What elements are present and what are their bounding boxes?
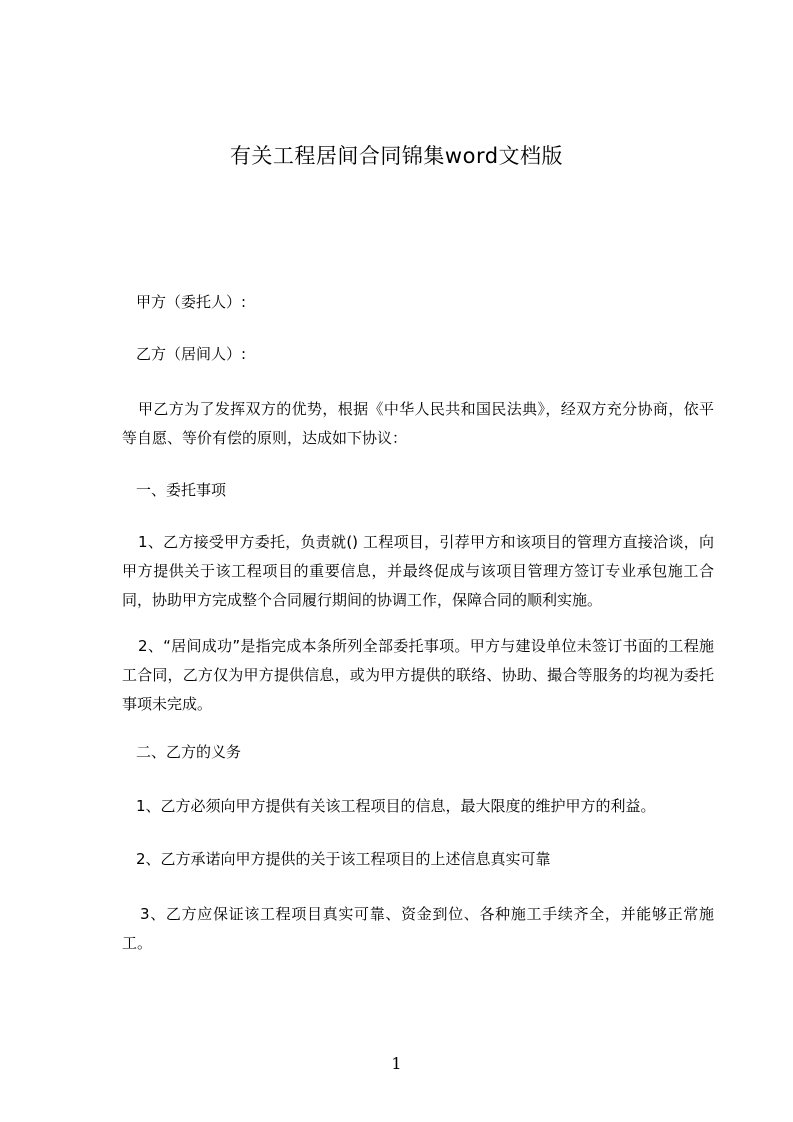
section-2-item-3: 3、乙方应保证该工程项目真实可靠、资金到位、各种施工手续齐全，并能够正常施工。: [122, 905, 714, 952]
document-title: 有关工程居间合同锦集word文档版: [229, 144, 564, 168]
party-a-line: 甲方（委托人）:: [136, 293, 247, 311]
section-1-heading: 一、委托事项: [136, 481, 227, 499]
section-2-heading: 二、乙方的义务: [136, 743, 242, 761]
page-number: 1: [391, 1054, 402, 1073]
party-b-line: 乙方（居间人）:: [136, 345, 247, 363]
section-1-item-1: 1、乙方接受甲方委托，负责就() 工程项目，引荐甲方和该项目的管理方直接洽谈，向甲方提供关于该工程项目的重要信息，并最终促成与该项目管理方签订专业承包施工合同，协助甲方完成整个合同履行期间的协调工作，保障合同的顺利实施。: [122, 533, 714, 609]
section-2-item-2: 2、乙方承诺向甲方提供的关于该工程项目的上述信息真实可靠: [136, 850, 551, 868]
section-2-item-1: 1、乙方必须向甲方提供有关该工程项目的信息，最大限度的维护甲方的利益。: [136, 797, 656, 815]
section-1-item-2: 2、“居间成功”是指完成本条所列全部委托事项。甲方与建设单位未签订书面的工程施工合同，乙方仅为甲方提供信息，或为甲方提供的联络、协助、撮合等服务的均视为委托事项未完成。: [122, 637, 714, 713]
preamble-paragraph: 甲乙方为了发挥双方的优势，根据《中华人民共和国民法典》，经双方充分协商，依平等自愿、等价有偿的原则，达成如下协议：: [122, 400, 714, 447]
